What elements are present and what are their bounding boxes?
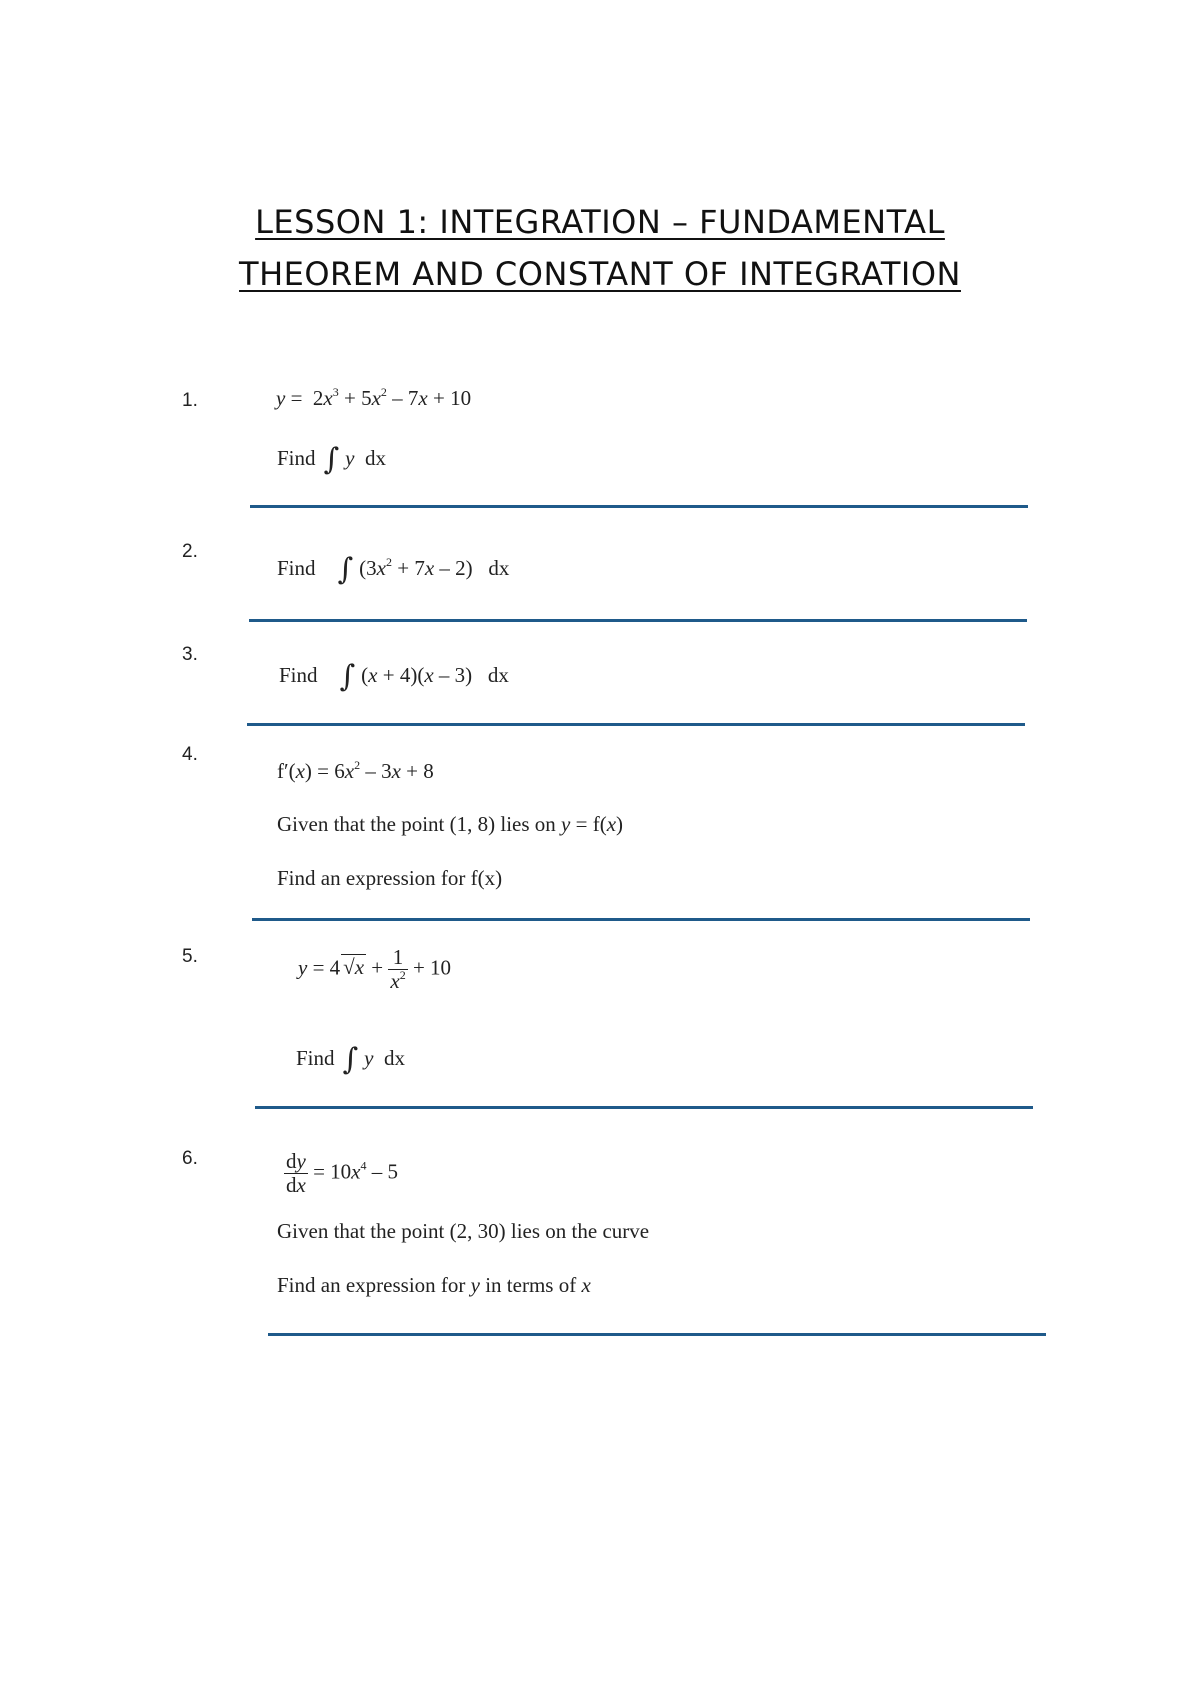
integral-sign-icon: ∫ xyxy=(339,659,356,694)
title-line-2: THEOREM AND CONSTANT OF INTEGRATION xyxy=(239,255,961,293)
find-label: Find xyxy=(279,663,318,687)
page-title xyxy=(0,196,1200,300)
question-6-find: Find an expression for y in terms of x xyxy=(277,1273,591,1297)
square-root-icon: √x xyxy=(343,955,365,980)
question-4-number: 4. xyxy=(182,744,198,765)
answer-rule-5 xyxy=(255,1106,1033,1109)
given-text: Given that the point (1, 8) lies on xyxy=(277,812,562,836)
question-2-find: Find ∫ $(3x^2 + 7x - 2)$ dx xyxy=(277,552,510,587)
answer-rule-3 xyxy=(247,723,1025,726)
question-2-number: 2. xyxy=(182,541,198,562)
answer-rule-4 xyxy=(252,918,1030,921)
question-4-equation: $f'(x) = 6x^2 - 3x + 8$ xyxy=(277,758,434,783)
dx-label: dx xyxy=(488,556,510,580)
dx-label: dx xyxy=(383,1046,405,1070)
question-5-equation: y = 4 √x + $\frac{1}{x^2}$ + 10 xyxy=(298,945,452,994)
integral-sign-icon: ∫ xyxy=(337,552,354,587)
question-1-find: Find ∫ y dx xyxy=(277,442,386,477)
question-6-given: Given that the point (2, 30) lies on the curve xyxy=(277,1219,650,1243)
find-text: Find an expression for xyxy=(277,1273,471,1297)
fraction: $\frac{1}{x^2}$ xyxy=(390,945,406,994)
derivative-fraction: $\frac{dy}{dx}$ xyxy=(286,1149,306,1198)
answer-rule-1 xyxy=(250,505,1028,508)
find-label: Find xyxy=(277,556,316,580)
question-4-given: Given that the point (1, 8) lies on y = f(x) xyxy=(277,812,624,836)
title-line-1: LESSON 1: INTEGRATION – FUNDAMENTAL xyxy=(255,203,945,241)
question-3-number: 3. xyxy=(182,644,198,665)
question-1-equation: $y = 2x^3 + 5x^2 - 7x + 10$ xyxy=(276,385,472,410)
question-5-number: 5. xyxy=(182,946,198,967)
question-6-equation: $\frac{dy}{dx}$ = $10x^4 - 5$ xyxy=(286,1149,398,1198)
question-4-find: Find an expression for f(x) xyxy=(277,866,503,890)
find-label: Find xyxy=(277,446,316,470)
answer-rule-6 xyxy=(268,1333,1046,1336)
dx-label: dx xyxy=(487,663,509,687)
integral-sign-icon: ∫ xyxy=(342,1042,359,1077)
question-6-number: 6. xyxy=(182,1148,198,1169)
dx-label: dx xyxy=(364,446,386,470)
question-1-number: 1. xyxy=(182,390,198,411)
answer-rule-2 xyxy=(249,619,1027,622)
question-3-find: Find ∫ (x + 4)(x – 3) dx xyxy=(279,659,509,694)
integral-sign-icon: ∫ xyxy=(323,442,340,477)
find-label: Find xyxy=(296,1046,335,1070)
question-5-find: Find ∫ y dx xyxy=(296,1042,405,1077)
